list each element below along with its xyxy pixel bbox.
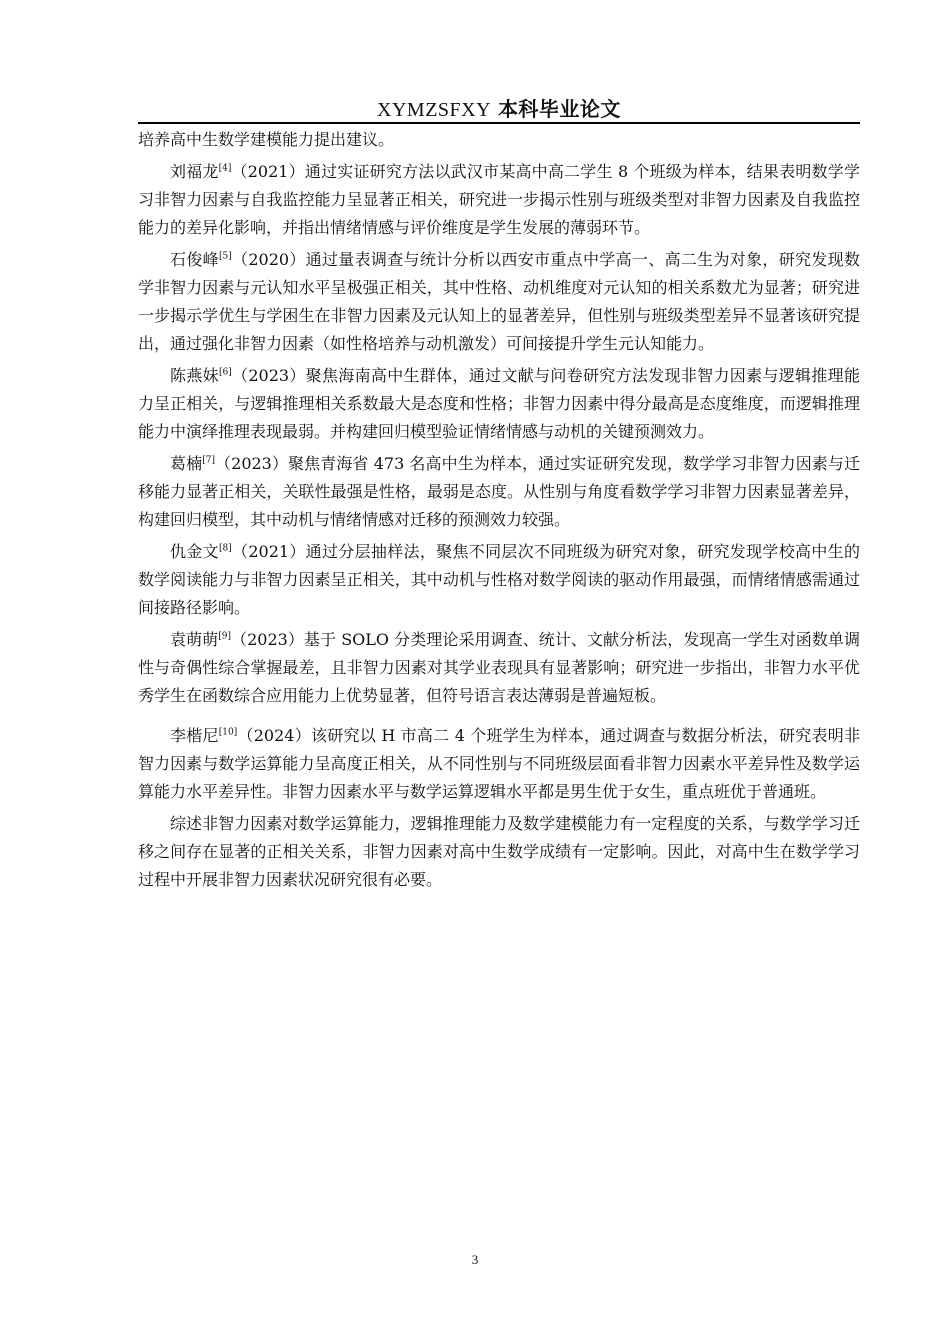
citation-ref: [6] — [218, 367, 232, 378]
paragraph-liu-fulong: 刘福龙[4]（2021）通过实证研究方法以武汉市某高中高二学生 8 个班级为样本，结果表明数学学习非智力因素与自我监控能力呈显著正相关，研究进一步揭示性别与班级类型对非智力因素及自我监控能力的差异化影响，并指出情绪情感与评价维度是学生发展的薄弱环节。 — [138, 162, 860, 237]
page-number: 3 — [471, 1252, 479, 1267]
author-name: 袁萌萌 — [170, 630, 219, 649]
author-name: 刘福龙 — [170, 162, 219, 181]
citation-ref: [7] — [202, 455, 215, 466]
author-name: 石俊峰 — [170, 250, 219, 269]
paragraph-continuation: 培养高中生数学建模能力提出建议。 — [138, 130, 395, 149]
body-text — [138, 126, 860, 898]
author-name: 李楷尼 — [170, 726, 219, 745]
header-rule — [138, 122, 860, 124]
author-name: 仇金文 — [170, 542, 219, 561]
citation-ref: [8] — [218, 543, 232, 554]
paragraph-summary: 综述非智力因素对数学运算能力，逻辑推理能力及数学建模能力有一定程度的关系，与数学学习迁移之间存在显著的正相关关系，非智力因素对高中生数学成绩有一定影响。因此，对高中生在数学学习过程中开展非智力因素状况研究很有必要。 — [138, 814, 860, 889]
paragraph-chen-yanmei: 陈燕妹[6]（2023）聚焦海南高中生群体，通过文献与问卷研究方法发现非智力因素与逻辑推理能力呈正相关，与逻辑推理相关系数最大是态度和性格；非智力因素中得分最高是态度维度，而逻辑推理能力中演绎推理表现最弱。并构建回归模型验证情绪情感与动机的关键预测效力。 — [138, 366, 860, 441]
author-name: 葛楠 — [170, 454, 203, 473]
page-header — [138, 96, 860, 123]
citation-ref: [5] — [218, 251, 232, 262]
citation-ref: [10] — [218, 727, 238, 738]
paragraph-ge-nan: 葛楠[7]（2023）聚焦青海省 473 名高中生为样本，通过实证研究发现，数学学习非智力因素与迁移能力显著正相关，关联性最强是性格，最弱是态度。从性别与角度看数学学习非智力因素显著差异，构建回归模型，其中动机与情绪情感对迁移的预测效力较强。 — [138, 454, 860, 529]
header-school-code: XYMZSFXY — [377, 99, 492, 121]
citation-ref: [4] — [218, 163, 232, 174]
citation-ref: [9] — [218, 631, 231, 642]
paragraph-li-kaini: 李楷尼[10]（2024）该研究以 H 市高二 4 个班学生为样本，通过调查与数据分析法，研究表明非智力因素与数学运算能力呈高度正相关，从不同性别与不同班级层面看非智力因素水平差异性及数学运算能力水平差异性。非智力因素水平与数学运算逻辑水平都是男生优于女生，重点班优于普通班。 — [138, 726, 860, 801]
author-name: 陈燕妹 — [170, 366, 219, 385]
paragraph-yuan-mengmeng: 袁萌萌[9]（2023）基于 SOLO 分类理论采用调查、统计、文献分析法，发现高一学生对函数单调性与奇偶性综合掌握最差，且非智力因素对其学业表现具有显著影响；研究进一步指出，非智力水平优秀学生在函数综合应用能力上优势显著，但符号语言表达薄弱是普遍短板。 — [138, 630, 860, 705]
header-thesis-title: 本科毕业论文 — [497, 97, 621, 121]
paragraph-qiu-jinwen: 仇金文[8]（2021）通过分层抽样法，聚焦不同层次不同班级为研究对象，研究发现学校高中生的数学阅读能力与非智力因素呈正相关，其中动机与性格对数学阅读的驱动作用最强，而情绪情感需通过间接路径影响。 — [138, 542, 860, 617]
paragraph-shi-junfeng: 石俊峰[5]（2020）通过量表调查与统计分析以西安市重点中学高一、高二生为对象，研究发现数学非智力因素与元认知水平呈极强正相关，其中性格、动机维度对元认知的相关系数尤为显著；研究进一步揭示学优生与学困生在非智力因素及元认知上的显著差异，但性别与班级类型差异不显著该研究提出，通过强化非智力因素（如性格培养与动机激发）可间接提升学生元认知能力。 — [138, 250, 860, 353]
